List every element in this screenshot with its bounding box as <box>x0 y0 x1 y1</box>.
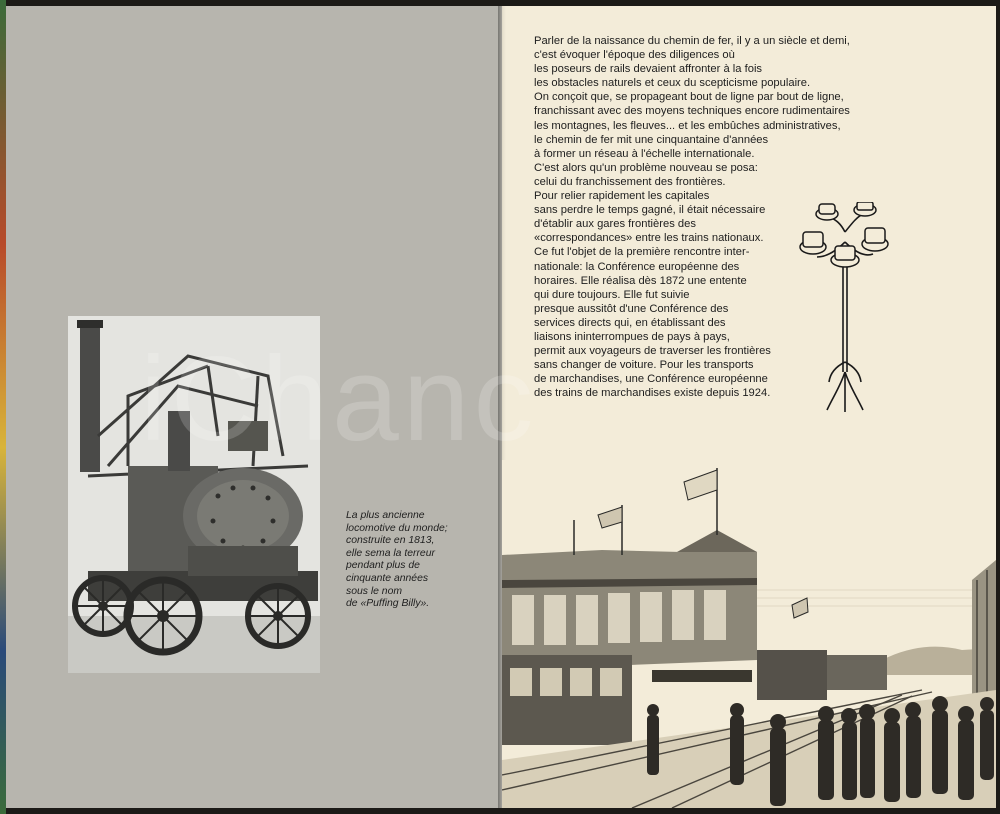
body-line: permit aux voyageurs de traverser les frontières <box>534 345 771 358</box>
railway-station-engraving-icon <box>502 460 996 808</box>
body-line: les obstacles naturels et ceux du scepticisme populaire. <box>534 77 811 90</box>
body-line: horaires. Elle réalisa dès 1872 une entente <box>534 274 747 287</box>
body-line: les poseurs de rails devaient affronter à la fois <box>534 63 763 76</box>
body-line: sans changer de voiture. Pour les transports <box>534 359 754 372</box>
photo-caption <box>346 510 481 611</box>
hat-stand-icon <box>795 202 895 414</box>
caption-line: locomotive du monde; <box>346 522 448 534</box>
body-line: On conçoit que, se propageant bout de ligne par bout de ligne, <box>534 91 844 104</box>
body-line: franchissant avec des moyens techniques encore rudimentaires <box>534 105 850 118</box>
body-line: presque aussitôt d'une Conférence des <box>534 302 729 315</box>
body-line: celui du franchissement des frontières. <box>534 175 726 188</box>
body-line: c'est évoquer l'époque des diligences où <box>534 49 735 62</box>
caption-line: La plus ancienne <box>346 510 425 521</box>
body-line: qui dure toujours. Elle fut suivie <box>534 288 690 301</box>
caption-line: de «Puffing Billy». <box>346 598 430 610</box>
body-line: Pour relier rapidement les capitales <box>534 190 710 203</box>
puffing-billy-locomotive-icon <box>68 316 320 673</box>
body-line: Ce fut l'objet de la première rencontre inter- <box>534 246 750 259</box>
body-line: de marchandises, une Conférence européenne <box>534 373 768 386</box>
station-engraving <box>502 460 996 808</box>
caption-line: cinquante années <box>346 572 429 584</box>
body-line: liaisons ininterrompues de pays à pays, <box>534 330 730 343</box>
body-line: sans perdre le temps gagné, il était nécessaire <box>534 204 766 217</box>
caption-line: sous le nom <box>346 585 403 597</box>
body-line: des trains de marchandises existe depuis 1924. <box>534 387 771 400</box>
body-line: d'établir aux gares frontières des <box>534 218 696 231</box>
body-line: les montagnes, les fleuves... et les embûches administratives, <box>534 119 841 132</box>
body-line: «correspondances» entre les trains nationaux. <box>534 232 764 245</box>
body-line: services directs qui, en établissant des <box>534 316 726 329</box>
body-line: à former un réseau à l'échelle internationale. <box>534 147 755 160</box>
locomotive-photo <box>68 316 320 673</box>
caption-line: elle sema la terreur <box>346 547 435 559</box>
caption-line: construite en 1813, <box>346 535 435 547</box>
body-line: nationale: la Conférence européenne des <box>534 260 740 273</box>
body-line: le chemin de fer mit une cinquantaine d'années <box>534 133 769 146</box>
body-line: Parler de la naissance du chemin de fer, il y a un siècle et demi, <box>534 35 850 47</box>
caption-line: pendant plus de <box>346 560 420 572</box>
body-line: C'est alors qu'un problème nouveau se posa: <box>534 161 758 174</box>
